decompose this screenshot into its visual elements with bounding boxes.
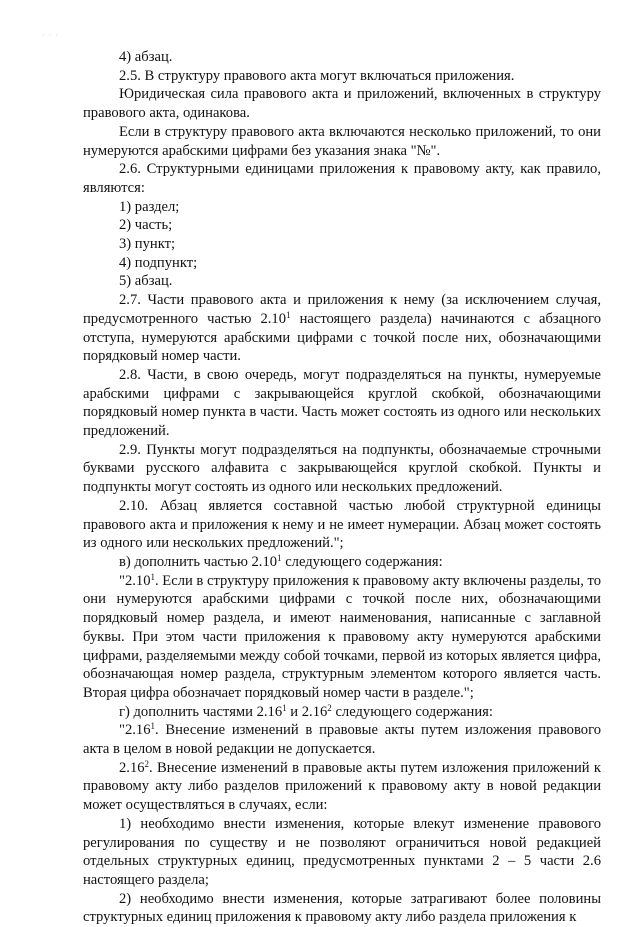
scan-mark: · · · bbox=[42, 31, 59, 40]
text-segment: "2.10 bbox=[119, 572, 151, 589]
text-segment: 2.16 bbox=[119, 759, 145, 776]
paragraph bbox=[83, 703, 601, 722]
superscript: 1 bbox=[286, 309, 291, 320]
text-segment: в) дополнить частью 2.10 bbox=[119, 553, 278, 570]
paragraph bbox=[83, 123, 601, 160]
superscript: 1 bbox=[150, 721, 155, 732]
text-segment: 2.10. Абзац является составной частью любой структурной единицы правового акта и приложения к нему и не имеет нумерации. Абзац может состоять из одного или нескольких предложений."; bbox=[83, 497, 601, 552]
list-item bbox=[83, 272, 601, 291]
text-segment: 2) необходимо внести изменения, которые затрагивают более половины структурных единиц приложения к правовому акту либо раздела приложения к bbox=[83, 890, 601, 926]
paragraph bbox=[83, 85, 601, 122]
text-segment: 2.7. Части правового акта и приложения к нему (за исключением случая, предусмотренного частью 2.10 bbox=[83, 292, 601, 327]
superscript: 2 bbox=[144, 758, 150, 769]
list-item bbox=[83, 48, 601, 67]
text-segment: 4) абзац. bbox=[119, 49, 173, 65]
text-segment: следующего содержания: bbox=[331, 703, 493, 720]
paragraph bbox=[83, 67, 601, 86]
text-segment: 2.8. Части, в свою очередь, могут подразделяться на пункты, нумеруемые арабскими цифрами с закрывающейся круглой скобкой, обозначающими порядковый номер пункта в части. Часть может состоять из одного или нескольких предложений. bbox=[83, 366, 602, 440]
text-segment: 2.5. В структуру правового акта могут включаться приложения. bbox=[119, 67, 515, 84]
text-segment: следующего содержания: bbox=[281, 553, 443, 570]
paragraph bbox=[83, 497, 601, 553]
text-segment: Если в структуру правового акта включаются несколько приложений, то они нумеруются арабскими цифрами без указания знака "№". bbox=[83, 123, 601, 159]
paragraph bbox=[83, 759, 601, 815]
text-segment: г) дополнить частями 2.16 bbox=[119, 703, 283, 720]
paragraph bbox=[83, 553, 601, 572]
text-segment: . Если в структуру приложения к правовому акту включены разделы, то они нумеруются арабскими цифрами с точкой после них, обозначающими порядковый номер раздела, и имеют наименования, написанные с заглавной буквы. При этом части приложения к правовому акту нумеруются арабскими цифрами, разделяемыми между собой точками, первой из которых является цифра, обозначающая номер раздела, структурным элементом которого является часть. Вторая цифра обозначает порядковый номер части в разделе."; bbox=[83, 572, 601, 701]
text-segment: 2) часть; bbox=[119, 217, 173, 234]
list-item bbox=[83, 216, 601, 235]
text-segment: 5) абзац. bbox=[119, 273, 173, 290]
text-segment: Юридическая сила правового акта и приложений, включенных в структуру правового акта, одинакова. bbox=[83, 86, 601, 122]
superscript: 1 bbox=[277, 552, 282, 563]
document-body bbox=[83, 48, 601, 927]
paragraph bbox=[83, 815, 601, 890]
text-segment: 2.6. Структурными единицами приложения к правовому акту, как правило, являются: bbox=[83, 161, 601, 196]
paragraph bbox=[83, 572, 601, 703]
text-segment: 3) пункт; bbox=[119, 236, 176, 253]
text-segment: и 2.16 bbox=[286, 703, 328, 720]
text-segment: . Внесение изменений в правовые акты путем изложения приложений к правовому акту либо разделов приложений к правовому акту в новой редакции может осуществляться в случаях, если: bbox=[83, 759, 601, 814]
paragraph bbox=[83, 160, 601, 197]
paragraph bbox=[83, 441, 601, 497]
text-segment: "2.16 bbox=[119, 722, 151, 739]
paragraph bbox=[83, 721, 601, 758]
text-segment: 1) раздел; bbox=[119, 198, 180, 215]
text-segment: 4) подпункт; bbox=[119, 254, 198, 271]
paragraph bbox=[83, 890, 601, 927]
superscript: 1 bbox=[282, 702, 287, 713]
text-segment: настоящего раздела) начинаются с абзацного отступа, нумеруются арабскими цифрами с точкой после них, обозначающими порядковый номер части. bbox=[83, 310, 601, 365]
paragraph bbox=[83, 366, 601, 441]
text-segment: . Внесение изменений в правовые акты путем изложения правового акта в целом в новой редакции не допускается. bbox=[83, 722, 601, 758]
paragraph bbox=[83, 291, 601, 366]
list-item bbox=[83, 198, 601, 217]
list-item bbox=[83, 254, 601, 273]
superscript: 1 bbox=[150, 571, 155, 582]
text-segment: 1) необходимо внести изменения, которые влекут изменение правового регулирования по существу и не позволяют ограничиться новой редакцией отдельных структурных единиц, предусмотренных пунктами 2 – 5 части 2.6 настоящего раздела; bbox=[83, 815, 601, 888]
superscript: 2 bbox=[327, 702, 332, 713]
list-item bbox=[83, 235, 601, 254]
text-segment: 2.9. Пункты могут подразделяться на подпункты, обозначаемые строчными буквами русского алфавита с закрывающейся круглой скобкой. Пункты и подпункты могут состоять из одного или нескольких предложений. bbox=[83, 441, 601, 496]
